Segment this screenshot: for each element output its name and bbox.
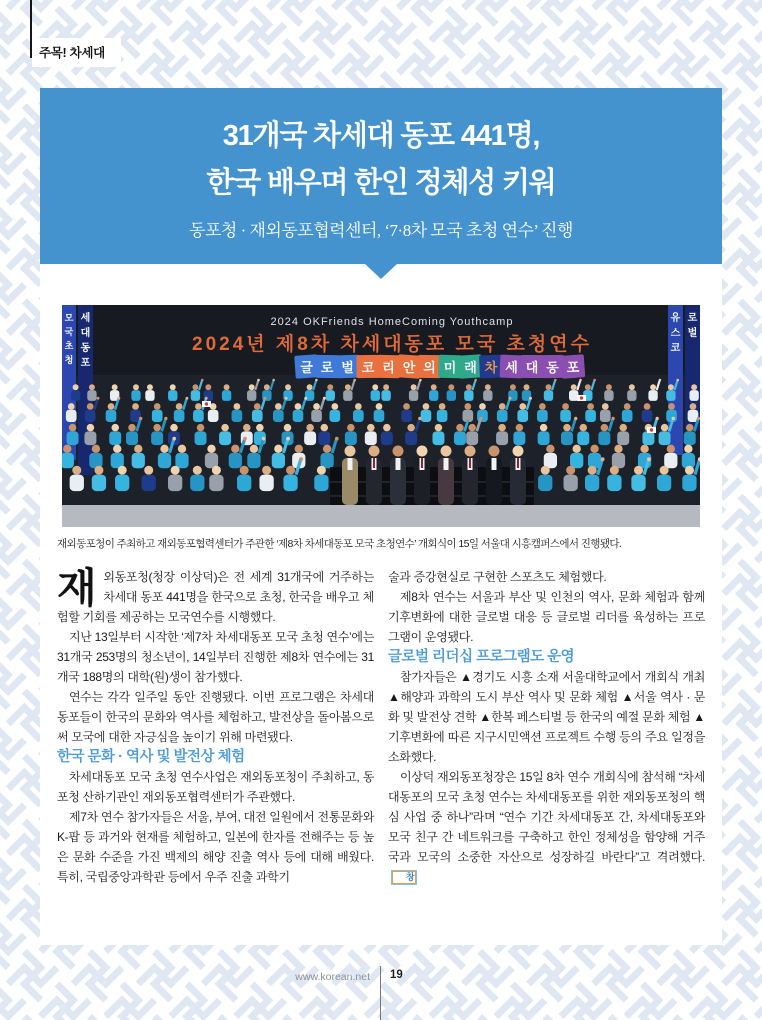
paragraph: 연수는 각각 일주일 동안 진행됐다. 이번 프로그램은 차세대 동포들이 한국의 문화와 역사를 체험하고, 발전상을 돌아봄으로써 모국에 대한 자긍심을 높이기 위해 마련됐다. [57,690,374,744]
content-card [40,88,722,945]
paragraph: 술과 증강현실로 구현한 스포츠도 체험했다. [388,570,607,584]
article-title-line2: 한국 배우며 한인 정체성 키워 [206,167,556,199]
svg-text:벌: 벌 [687,328,698,339]
lead-text: 외동포청(청장 이상덕)은 전 세계 31개국에 거주하는 차세대 동포 441명을 한국으로 초청, 한국을 배우고 체험할 기회를 제공하는 모국연수를 시행했다. [57,570,374,624]
section-kicker: 주목! 차세대 [32,38,121,67]
photo-caption: 재외동포청이 주최하고 재외동포협력센터가 주관한 ‘제8차 차세대동포 모국 초청연수’ 개회식이 15일 서울대 시흥캠퍼스에서 진행됐다. [57,538,622,550]
svg-text:세: 세 [80,313,91,324]
article-column-left [57,567,374,887]
svg-text:리: 리 [382,360,395,375]
article-column-right [388,567,705,887]
drop-cap: 재 [57,565,97,611]
page-number: 19 [390,969,403,981]
banner-pointer [364,263,398,279]
article-title [40,88,722,207]
svg-text:코: 코 [670,343,681,354]
svg-text:미: 미 [443,360,457,375]
svg-text:코: 코 [361,360,375,375]
subheading-global-leadership: 글로벌 리더십 프로그램도 운영 [388,649,575,665]
article-title-line1: 31개국 차세대 동포 441명, [222,120,540,152]
article-subtitle: 동포청 · 재외동포협력센터, ‘7·8차 모국 초청 연수’ 진행 [189,221,573,240]
svg-text:대: 대 [80,328,91,339]
svg-text:모: 모 [64,313,74,323]
closing-text: 이상덕 재외동포청장은 15일 8차 연수 개회식에 참석해 “차세대동포의 모국 초청 연수는 차세대동포를 위한 재외동포청의 핵심 사업 중 하나”라며 “연수 기간 차세대동포 간, 차세대동포와 모국 친구 간 네트워크를 구축하고 한인 정체성을 함양해 거주국과 모국의 소중한 자산으로 성장하길 바란다”고 격려했다. [388,770,705,864]
svg-text:포: 포 [80,358,91,369]
svg-text:2024 OKFriends HomeComing Yout: 2024 OKFriends HomeComing Youthcamp [270,316,514,328]
svg-text:동: 동 [80,343,91,354]
svg-text:벌: 벌 [341,360,354,375]
svg-text:글: 글 [300,360,313,375]
closing-paragraph [388,767,705,887]
svg-text:차: 차 [484,360,498,375]
svg-text:동: 동 [546,360,559,375]
footer-divider [380,966,381,1020]
svg-text:2024년 제8차 차세대동포 모국 초청연수: 2024년 제8차 차세대동포 모국 초청연수 [192,334,592,355]
svg-text:로: 로 [320,360,334,375]
lead-paragraph [57,567,374,627]
paragraph: 제8차 연수는 서울과 부산 및 인천의 역사, 문화 체험과 함께 기후변화에 대한 글로벌 대응 등 글로벌 리더를 육성하는 프로그램이 운영됐다. [388,590,705,644]
event-photo-svg [62,305,700,527]
svg-text:청: 청 [64,355,74,365]
svg-text:대: 대 [525,360,539,375]
svg-text:래: 래 [464,360,477,375]
paragraph: 차세대동포 모국 초청 연수사업은 재외동포청이 주최하고, 동포청 산하기관인 재외동포협력센터가 주관했다. [57,770,374,804]
svg-text:안: 안 [402,360,416,375]
article-body [57,567,705,887]
svg-text:세: 세 [505,360,518,375]
headline-banner [40,88,722,264]
svg-text:초: 초 [64,341,74,351]
svg-text:포: 포 [566,360,580,375]
svg-text:의: 의 [423,360,436,375]
svg-text:국: 국 [64,327,74,337]
svg-text:스: 스 [670,328,681,339]
footer-url: www.korean.net [295,971,370,983]
paragraph: 제7차 연수 참가자들은 서울, 부여, 대전 일원에서 전통문화와 K-팝 등 과거와 현재를 체험하고, 일본에 한자를 전해주는 등 높은 문화 수준을 가진 백제의 해양 진출 역사 등에 대해 배웠다. 특히, 국립중앙과학관 등에서 우주 진출 과학기 [57,810,374,884]
svg-text:유: 유 [670,313,681,324]
event-photo [62,305,700,527]
svg-text:로: 로 [687,313,698,324]
paragraph: 참가자들은 ▲경기도 시흥 소재 서울대학교에서 개회식 개최 ▲해양과 과학의 도시 부산 역사 및 문화 체험 ▲서울 역사 · 문화 및 발전상 견학 ▲한복 페스티벌 등 한국의 예절 문화 체험 ▲기후변화에 따른 지구시민액션 프로젝트 수행 등의 주요 일정을 소화했다. [388,670,705,764]
end-mark-logo: 창 [392,871,416,884]
subheading-culture-history: 한국 문화 · 역사 및 발전상 체험 [57,749,245,765]
paragraph: 지난 13일부터 시작한 ‘제7차 차세대동포 모국 초청 연수’에는 31개국 253명의 청소년이, 14일부터 진행한 제8차 연수에는 31개국 188명의 대학(원)생이 참가했다. [57,630,374,684]
